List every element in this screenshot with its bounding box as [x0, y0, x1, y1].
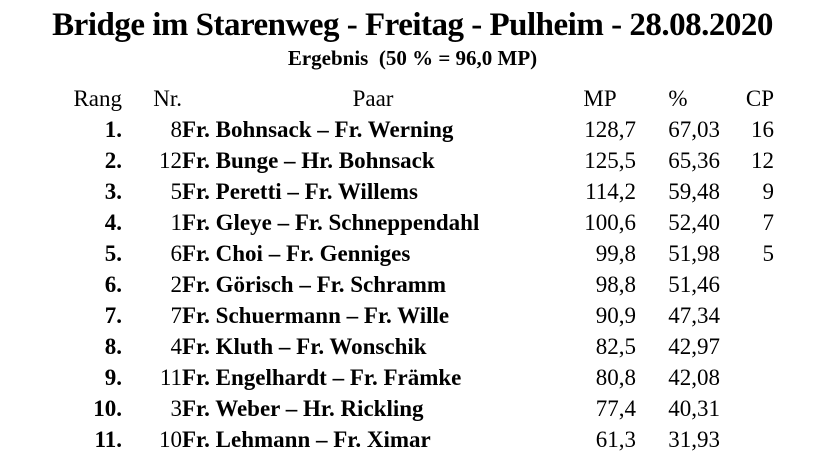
percent-cell: 65,36 [668, 148, 720, 173]
pair-number-cell: 12 [159, 148, 182, 173]
matchpoints-cell: 98,8 [595, 272, 636, 297]
clubpoints-cell [720, 362, 774, 393]
matchpoints-cell: 80,8 [595, 365, 636, 390]
rank-cell: 2. [104, 148, 122, 173]
pair-number-cell: 5 [170, 179, 182, 204]
matchpoints-cell: 128,7 [584, 117, 636, 142]
matchpoints-cell: 99,8 [595, 241, 636, 266]
pair-number-cell: 7 [170, 303, 182, 328]
pair-names-cell: Fr. Schuermann – Fr. Wille [182, 303, 450, 328]
pair-names-cell: Fr. Choi – Fr. Genniges [182, 241, 411, 266]
matchpoints-cell: 61,3 [595, 427, 636, 452]
header-clubpoints: CP [745, 86, 774, 111]
percent-cell: 31,93 [668, 427, 720, 452]
rank-cell: 7. [104, 303, 122, 328]
pair-number-cell: 3 [170, 396, 182, 421]
clubpoints-cell [720, 424, 774, 455]
pair-number-cell: 11 [159, 365, 182, 390]
matchpoints-cell: 114,2 [585, 179, 636, 204]
results-table [58, 83, 774, 455]
page-title: Bridge im Starenweg - Freitag - Pulheim - 28.08.2020 [52, 7, 773, 43]
clubpoints-cell: 9 [762, 179, 774, 204]
matchpoints-cell: 100,6 [584, 210, 636, 235]
rank-cell: 4. [104, 210, 122, 235]
table-row [58, 269, 774, 300]
percent-cell: 42,97 [668, 334, 720, 359]
pair-number-cell: 2 [170, 272, 182, 297]
pair-names-cell: Fr. Bunge – Hr. Bohnsack [182, 148, 435, 173]
header-percent: % [668, 86, 688, 111]
rank-cell: 3. [104, 179, 122, 204]
pair-names-cell: Fr. Weber – Hr. Rickling [182, 396, 424, 421]
clubpoints-cell [720, 300, 774, 331]
pair-names-cell: Fr. Görisch – Fr. Schramm [182, 272, 447, 297]
percent-cell: 42,08 [668, 365, 720, 390]
percent-cell: 51,46 [668, 272, 720, 297]
pair-names-cell: Fr. Bohnsack – Fr. Werning [182, 117, 454, 142]
header-pair-number: Nr. [153, 86, 182, 111]
table-row [58, 114, 774, 145]
pair-names-cell: Fr. Peretti – Fr. Willems [182, 179, 418, 204]
pair-names-cell: Fr. Gleye – Fr. Schneppendahl [182, 210, 480, 235]
table-row [58, 393, 774, 424]
results-table-header [58, 83, 774, 114]
table-row [58, 331, 774, 362]
header-matchpoints: MP [583, 86, 617, 111]
pair-names-cell: Fr. Lehmann – Fr. Ximar [182, 427, 431, 452]
page-subtitle: Ergebnis (50 % = 96,0 MP) [287, 46, 538, 70]
matchpoints-cell: 125,5 [584, 148, 636, 173]
percent-cell: 51,98 [668, 241, 720, 266]
matchpoints-cell: 82,5 [595, 334, 636, 359]
rank-cell: 11. [94, 427, 122, 452]
clubpoints-cell [720, 331, 774, 362]
clubpoints-cell: 12 [751, 148, 774, 173]
percent-cell: 67,03 [668, 117, 720, 142]
table-row [58, 207, 774, 238]
pair-names-cell: Fr. Engelhardt – Fr. Främke [182, 365, 462, 390]
header-rank: Rang [73, 86, 122, 111]
rank-cell: 1. [104, 117, 122, 142]
table-row [58, 362, 774, 393]
matchpoints-cell: 90,9 [595, 303, 636, 328]
matchpoints-cell: 77,4 [595, 396, 636, 421]
rank-cell: 5. [104, 241, 122, 266]
table-row [58, 424, 774, 455]
clubpoints-cell [720, 393, 774, 424]
clubpoints-cell: 16 [751, 117, 774, 142]
pair-number-cell: 4 [170, 334, 182, 359]
table-row [58, 300, 774, 331]
rank-cell: 10. [93, 396, 122, 421]
clubpoints-cell [720, 269, 774, 300]
results-table-body [58, 114, 774, 455]
clubpoints-cell: 7 [762, 210, 774, 235]
pair-number-cell: 6 [170, 241, 182, 266]
table-row [58, 238, 774, 269]
percent-cell: 59,48 [668, 179, 720, 204]
clubpoints-cell: 5 [762, 241, 774, 266]
header-row [58, 83, 774, 114]
table-row [58, 176, 774, 207]
percent-cell: 40,31 [668, 396, 720, 421]
header-pair-names: Paar [352, 86, 394, 111]
pair-number-cell: 1 [170, 210, 182, 235]
table-row [58, 145, 774, 176]
pair-number-cell: 10 [159, 427, 182, 452]
pair-names-cell: Fr. Kluth – Fr. Wonschik [182, 334, 427, 359]
percent-cell: 47,34 [668, 303, 720, 328]
rank-cell: 9. [104, 365, 122, 390]
percent-cell: 52,40 [668, 210, 720, 235]
pair-number-cell: 8 [170, 117, 182, 142]
rank-cell: 6. [104, 272, 122, 297]
rank-cell: 8. [104, 334, 122, 359]
